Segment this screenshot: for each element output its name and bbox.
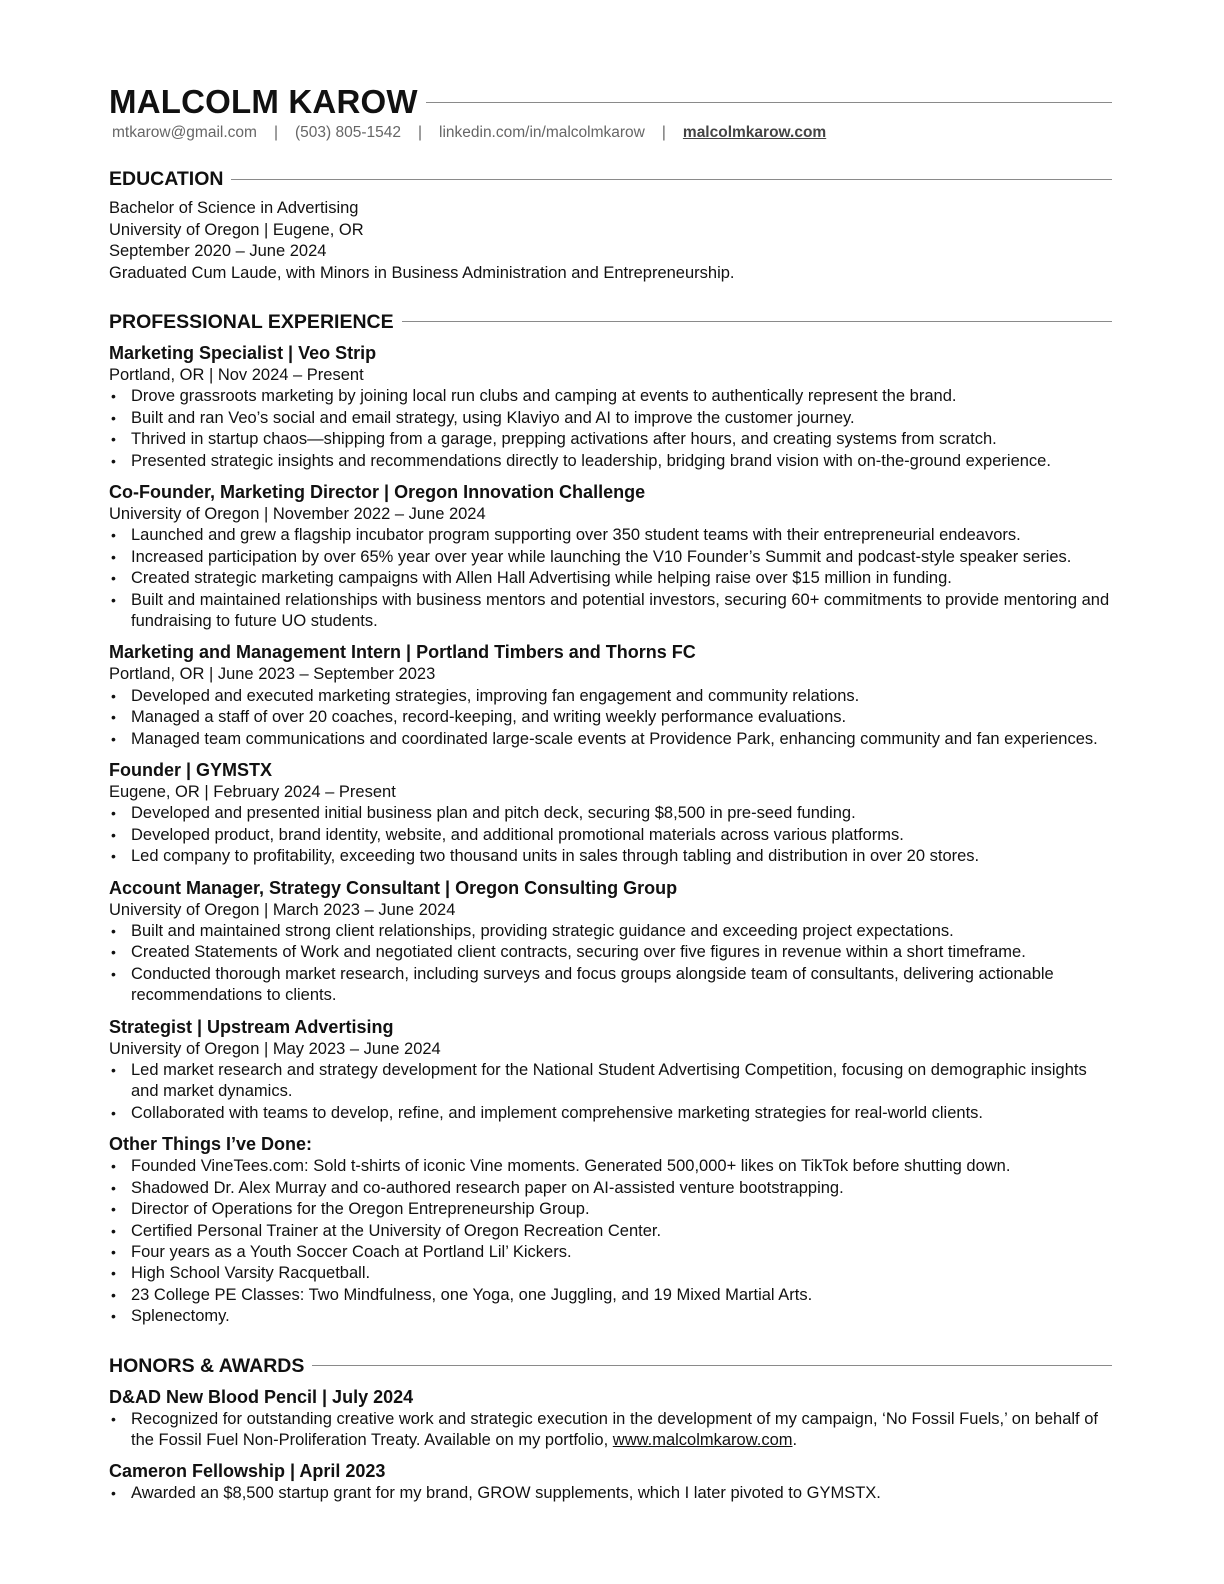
- job-title: Strategist | Upstream Advertising: [109, 1016, 394, 1037]
- experience-section: [109, 310, 1112, 1328]
- bullet-item: • Built and maintained relationships with business mentors and potential investors, securing 60+ commitments to provide mentoring and fundraising to future UO students.: [109, 590, 1112, 633]
- bullet-item: • Increased participation by over 65% year over year while launching the V10 Founder’s Summit and podcast-style speaker series.: [109, 547, 1112, 568]
- other-things-title: Other Things I’ve Done:: [109, 1134, 313, 1155]
- job-bullets: [109, 386, 1112, 472]
- bullet-item: • Created Statements of Work and negotiated client contracts, securing over five figures in revenue within a short timeframe.: [109, 942, 1112, 963]
- bullet-item: • Led market research and strategy development for the National Student Advertising Competition, focusing on demographic insights and market dynamics.: [109, 1060, 1112, 1103]
- job-entry: [109, 876, 1112, 1007]
- header: [109, 84, 1112, 120]
- job-bullets: [109, 686, 1112, 750]
- education-details: [109, 198, 1112, 284]
- bullet-item: • Managed a staff of over 20 coaches, record-keeping, and writing weekly performance evaluations.: [109, 707, 1112, 728]
- other-things: [109, 1132, 1112, 1327]
- job-meta: University of Oregon | May 2023 – June 2024: [109, 1039, 441, 1058]
- contact-separator: |: [661, 124, 666, 142]
- section-divider: [312, 1365, 1112, 1366]
- bullet-item: • Certified Personal Trainer at the University of Oregon Recreation Center.: [109, 1221, 1112, 1242]
- award-description-end: .: [792, 1430, 798, 1449]
- award-bullets: [109, 1483, 1112, 1504]
- bullet-item: • Conducted thorough market research, including surveys and focus groups alongside team of consultants, delivering actionable recommendations to clients.: [109, 964, 1112, 1007]
- education-dates: September 2020 – June 2024: [109, 242, 327, 261]
- job-bullets: [109, 921, 1112, 1007]
- education-section: [109, 167, 1112, 284]
- bullet-item: • Collaborated with teams to develop, refine, and implement comprehensive marketing strategies for real-world clients.: [109, 1103, 1112, 1124]
- award-description: Recognized for outstanding creative work and strategic execution in the development of my campaign, ‘No Fossil Fuels,’ on behalf of the Fossil Fuel Non-Proliferation Treaty. Available on my portfolio,: [131, 1409, 1098, 1449]
- bullet-item: • Developed and executed marketing strategies, improving fan engagement and community relations.: [109, 686, 1112, 707]
- bullet-item: • Created strategic marketing campaigns with Allen Hall Advertising while helping raise over $15 million in funding.: [109, 568, 1112, 589]
- honors-section: [109, 1354, 1112, 1505]
- portfolio-link[interactable]: www.malcolmkarow.com: [612, 1430, 793, 1449]
- contact-line: [112, 123, 1112, 143]
- job-title: Marketing Specialist | Veo Strip: [109, 342, 377, 363]
- job-title: Marketing and Management Intern | Portland Timbers and Thorns FC: [109, 642, 696, 663]
- job-title: Co-Founder, Marketing Director | Oregon Innovation Challenge: [109, 481, 646, 502]
- job-entry: [109, 341, 1112, 472]
- job-entry: [109, 758, 1112, 868]
- bullet-item: • Thrived in startup chaos—shipping from a garage, prepping activations after hours, and creating systems from scratch.: [109, 429, 1112, 450]
- job-entry: [109, 480, 1112, 632]
- website-link[interactable]: malcolmkarow.com: [682, 124, 827, 142]
- bullet-item: • Splenectomy.: [109, 1306, 1112, 1327]
- bullet-item: • Drove grassroots marketing by joining local run clubs and camping at events to authentically represent the brand.: [109, 386, 1112, 407]
- section-divider: [402, 321, 1112, 322]
- email-link[interactable]: mtkarow@gmail.com: [112, 124, 257, 142]
- bullet-item: • Launched and grew a flagship incubator program supporting over 350 student teams with their entrepreneurial endeavors.: [109, 525, 1112, 546]
- contact-separator: |: [417, 124, 422, 142]
- bullet-item: • Director of Operations for the Oregon Entrepreneurship Group.: [109, 1199, 1112, 1220]
- candidate-name: MALCOLM KAROW: [109, 83, 418, 120]
- section-title: EDUCATION: [109, 168, 224, 191]
- job-meta: Portland, OR | Nov 2024 – Present: [109, 365, 364, 384]
- job-bullets: [109, 803, 1112, 867]
- other-bullets: [109, 1156, 1112, 1327]
- job-title: Founder | GYMSTX: [109, 760, 273, 781]
- job-entry: [109, 1015, 1112, 1125]
- job-meta: Portland, OR | June 2023 – September 2023: [109, 665, 436, 684]
- bullet-item: • Awarded an $8,500 startup grant for my brand, GROW supplements, which I later pivoted to GYMSTX.: [109, 1483, 1112, 1504]
- linkedin-link[interactable]: linkedin.com/in/malcolmkarow: [439, 124, 645, 142]
- award-entry: [109, 1385, 1112, 1452]
- bullet-item: • High School Varsity Racquetball.: [109, 1263, 1112, 1284]
- school: University of Oregon | Eugene, OR: [109, 220, 364, 239]
- bullet-item: • Built and maintained strong client relationships, providing strategic guidance and exceeding project expectations.: [109, 921, 1112, 942]
- job-meta: Eugene, OR | February 2024 – Present: [109, 783, 396, 802]
- award-entry: [109, 1459, 1112, 1504]
- bullet-item: • Built and ran Veo’s social and email strategy, using Klaviyo and AI to improve the customer journey.: [109, 408, 1112, 429]
- job-title: Account Manager, Strategy Consultant | Oregon Consulting Group: [109, 877, 678, 898]
- bullet-item: [109, 1409, 1112, 1452]
- section-title: HONORS & AWARDS: [109, 1354, 305, 1377]
- contact-separator: |: [273, 124, 278, 142]
- job-bullets: [109, 525, 1112, 632]
- bullet-item: • Presented strategic insights and recommendations directly to leadership, bridging brand vision with on-the-ground experience.: [109, 451, 1112, 472]
- job-meta: University of Oregon | November 2022 – June 2024: [109, 504, 486, 523]
- bullet-item: • Four years as a Youth Soccer Coach at Portland Lil’ Kickers.: [109, 1242, 1112, 1263]
- section-title: PROFESSIONAL EXPERIENCE: [109, 310, 394, 333]
- award-title: D&AD New Blood Pencil | July 2024: [109, 1386, 414, 1407]
- header-divider: [426, 102, 1112, 103]
- bullet-item: • Developed and presented initial business plan and pitch deck, securing $8,500 in pre-seed funding.: [109, 803, 1112, 824]
- bullet-item: • Led company to profitability, exceeding two thousand units in sales through tabling and distribution in over 20 stores.: [109, 846, 1112, 867]
- bullet-item: • 23 College PE Classes: Two Mindfulness, one Yoga, one Juggling, and 19 Mixed Martial Arts.: [109, 1285, 1112, 1306]
- bullet-item: • Founded VineTees.com: Sold t-shirts of iconic Vine moments. Generated 500,000+ likes on TikTok before shutting down.: [109, 1156, 1112, 1177]
- bullet-item: • Managed team communications and coordinated large-scale events at Providence Park, enhancing community and fan experiences.: [109, 729, 1112, 750]
- job-entry: [109, 640, 1112, 750]
- degree: Bachelor of Science in Advertising: [109, 199, 359, 218]
- job-bullets: [109, 1060, 1112, 1124]
- job-meta: University of Oregon | March 2023 – June 2024: [109, 900, 456, 919]
- bullet-item: • Developed product, brand identity, website, and additional promotional materials across various platforms.: [109, 825, 1112, 846]
- award-title: Cameron Fellowship | April 2023: [109, 1461, 386, 1482]
- phone-number: (503) 805-1542: [294, 124, 401, 142]
- award-bullets: [109, 1409, 1112, 1452]
- education-honors: Graduated Cum Laude, with Minors in Business Administration and Entrepreneurship.: [109, 263, 735, 282]
- section-divider: [231, 179, 1112, 180]
- bullet-item: • Shadowed Dr. Alex Murray and co-authored research paper on AI-assisted venture bootstrapping.: [109, 1178, 1112, 1199]
